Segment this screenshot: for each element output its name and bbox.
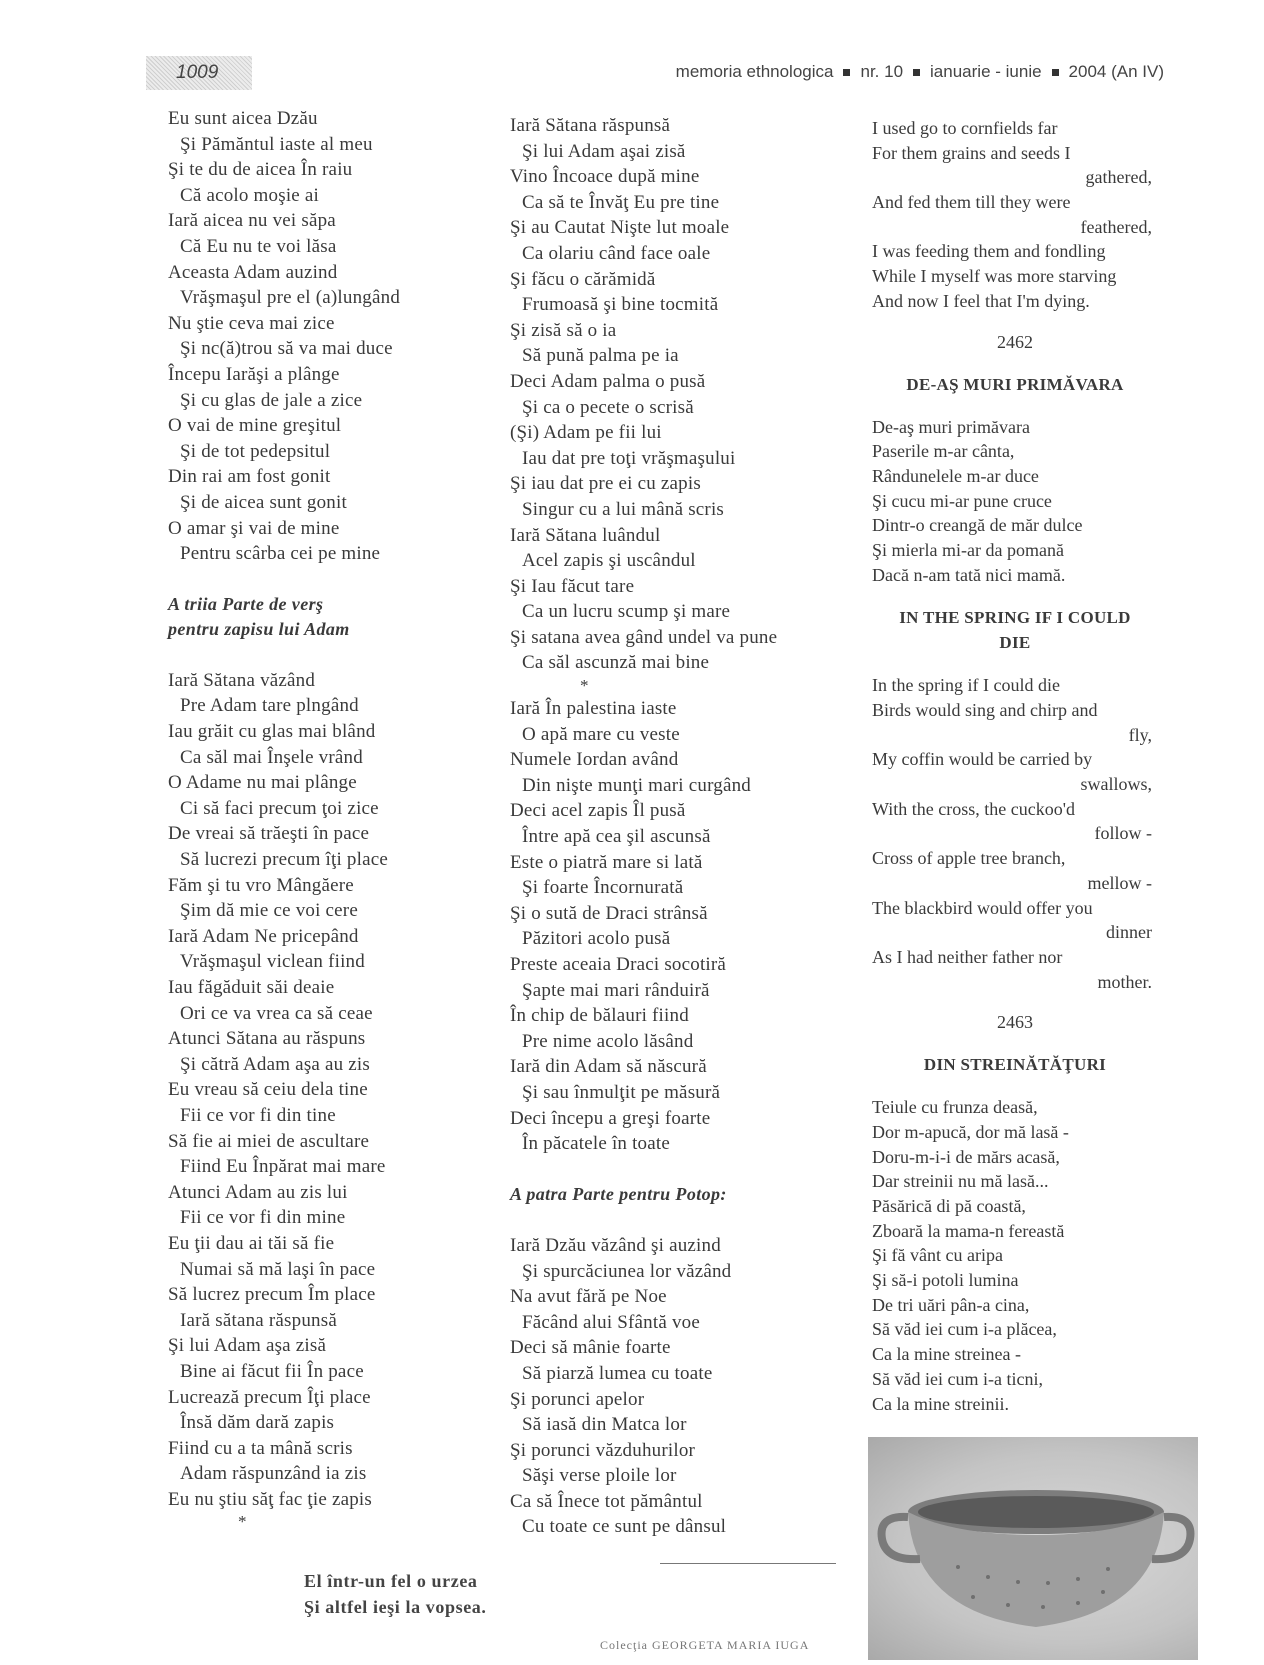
poem-line: De vreai să trăeşti în pace xyxy=(168,823,370,845)
poem-line: Şi de aicea sunt gonit xyxy=(180,491,347,513)
poem-line: feathered, xyxy=(1080,216,1152,237)
poem-line: And now I feel that I'm dying. xyxy=(872,290,1090,311)
poem-line: Şi cu glas de jale a zice xyxy=(180,389,363,411)
poem-line: Vino Încoace după mine xyxy=(510,166,700,188)
poem-line: Lucrează precum Îţi place xyxy=(168,1386,371,1408)
poem-line: Deci acel zapis Îl pusă xyxy=(510,800,686,822)
section-star: * xyxy=(580,676,589,696)
poem-line: Iau dat pre toţi vrăşmaşului xyxy=(522,447,736,469)
poem-line: Na avut fără pe Noe xyxy=(510,1286,667,1308)
poem-line: Iară aicea nu vei săpa xyxy=(168,210,336,232)
poem-line: swallows, xyxy=(1080,774,1152,795)
poem-line: Să lucrez precum Îm place xyxy=(168,1284,376,1306)
poem-line: Ca la mine streinii. xyxy=(872,1393,1009,1414)
poem-line: With the cross, the cuckoo'd xyxy=(872,798,1075,819)
poem-column-2 xyxy=(510,113,840,1540)
poem-line: Şi porunci văzduhurilor xyxy=(510,1439,696,1461)
poem-line: Adam răspunzând ia zis xyxy=(180,1463,367,1485)
poem-line: Din nişte munţi mari curgând xyxy=(522,774,751,796)
poem-line: Şi satana avea gând undel va pune xyxy=(510,626,778,648)
poem-title-line: IN THE SPRING IF I COULD xyxy=(899,608,1131,628)
poem-line: Iau făgăduit săi deaie xyxy=(168,977,335,998)
poem-line: Că Eu nu te voi lăsa xyxy=(180,235,337,257)
poem-line: Între apă cea şil ascunsă xyxy=(522,826,711,848)
poem-line: gathered, xyxy=(1085,167,1152,188)
poem-line: O Adame nu mai plânge xyxy=(168,772,357,794)
poem-line: Deci începu a greşi foarte xyxy=(510,1107,711,1129)
poem-line: Ca un lucru scump şi mare xyxy=(522,601,731,623)
poem-line: Pre nime acolo lăsând xyxy=(522,1030,694,1052)
poem-line: Dor m-apucă, dor mă lasă - xyxy=(872,1121,1069,1142)
poem-line: Ca la mine streinea - xyxy=(872,1344,1021,1365)
poem-line: Şi făcu o cărămidă xyxy=(510,268,656,290)
poem-line: Paserile m-ar cânta, xyxy=(872,441,1015,462)
poem-line: Să văd iei cum i-a ticni, xyxy=(872,1368,1043,1389)
poem-line: For them grains and seeds I xyxy=(872,142,1071,163)
poem-line: Vrăşmaşul pre el (a)lungând xyxy=(180,287,401,309)
poem-line: Să iasă din Matca lor xyxy=(522,1414,687,1436)
section-title-4: A patra Parte pentru Potop: xyxy=(510,1184,727,1205)
poem-line: Şi ca o pecete o scrisă xyxy=(522,396,694,418)
page-number: 1009 xyxy=(146,56,252,90)
poem-line: Iară În palestina iaste xyxy=(510,698,677,720)
separator-square-icon xyxy=(1052,69,1059,76)
poem-column-3 xyxy=(872,116,1158,1416)
poem-line: Rândunelele m-ar duce xyxy=(872,465,1039,486)
poem-line: Şi porunci apelor xyxy=(510,1388,645,1410)
poem-line: mellow - xyxy=(1087,872,1152,893)
poem-line: Singur cu a lui mână scris xyxy=(522,498,725,520)
poem-line: Doru-m-i-i de mărs acasă, xyxy=(872,1146,1060,1167)
poem-line: Şi foarte Încornurată xyxy=(522,877,684,899)
poem-line: De tri uări pân-a cina, xyxy=(872,1294,1030,1315)
poem-line: (Şi) Adam pe fii lui xyxy=(510,422,662,444)
journal-name: memoria ethnologica xyxy=(675,62,834,81)
issue-number: nr. 10 xyxy=(860,62,904,81)
poem-line: As I had neither father nor xyxy=(872,946,1063,967)
poem-line: follow - xyxy=(1094,823,1152,844)
poem-line: Frumoasă şi bine tocmită xyxy=(522,294,719,316)
poem-line: Şi sau înmulţit pe măsură xyxy=(522,1081,721,1103)
poem-line: Făm şi tu vro Mângăere xyxy=(168,874,354,896)
poem-line: Că acolo moşie ai xyxy=(180,184,319,206)
poem-line: Cross of apple tree branch, xyxy=(872,848,1066,869)
poem-line: Să fie ai miei de ascultare xyxy=(168,1130,370,1152)
poem-line: Păsărică di pă coastă, xyxy=(872,1196,1026,1216)
poem-line: Ca olariu când face oale xyxy=(522,242,711,264)
poem-line: Şi lui Adam aşa zisă xyxy=(168,1335,327,1357)
poem-line: Bine ai făcut fii În pace xyxy=(180,1360,364,1382)
poem-line: De-aş muri primăvara xyxy=(872,416,1030,437)
poem-line: Nu ştie ceva mai zice xyxy=(168,312,335,334)
poem-line: Numai să mă laşi în pace xyxy=(180,1258,376,1280)
poem-line: Şi de tot pedepsitul xyxy=(180,440,331,462)
poem-line: În păcatele în toate xyxy=(522,1133,671,1155)
poem-line: Începu Iarăşi a plânge xyxy=(168,363,340,385)
poem-title: DIN STREINĂTĂŢURI xyxy=(923,1055,1107,1075)
poem-line: Iară Sătana răspunsă xyxy=(510,115,671,136)
poem-line: Şi zisă să o ia xyxy=(510,319,617,341)
poem-line: dinner xyxy=(1106,922,1152,943)
poem-line: O vai de mine greşitul xyxy=(168,415,342,437)
poem-line: Făcând alui Sfântă voe xyxy=(522,1311,700,1333)
poem-title: DE-AŞ MURI PRIMĂVARA xyxy=(906,374,1124,394)
poem-line: Ca săl mai Înşele vrând xyxy=(180,746,363,768)
poem-line: Cu toate ce sunt pe dânsul xyxy=(522,1516,727,1538)
poem-line: Teiule cu frunza deasă, xyxy=(872,1097,1038,1118)
poem-line: Eu ţii dau ai tăi să fie xyxy=(168,1232,335,1254)
running-header xyxy=(676,62,1164,82)
poem-line: Să piarză lumea cu toate xyxy=(522,1362,713,1384)
poem-line: Ori ce va vrea ca să ceae xyxy=(180,1002,373,1024)
poem-number: 2463 xyxy=(997,1012,1033,1033)
poem-line: Iară Sătana luândul xyxy=(510,524,661,546)
section-title-line: pentru zapisu lui Adam xyxy=(168,619,350,640)
poem-line: Să văd iei cum i-a plăcea, xyxy=(872,1319,1057,1340)
poem-line: Fiind cu a ta mână scris xyxy=(168,1437,353,1459)
poem-line: Şi cucu mi-ar pune cruce xyxy=(872,490,1052,511)
poem-line: O apă mare cu veste xyxy=(522,723,680,745)
clay-pot-photo xyxy=(868,1437,1198,1660)
poem-line: Şi Iau făcut tare xyxy=(510,575,635,597)
poem-line: Eu nu ştiu săţ fac ţie zapis xyxy=(168,1488,372,1510)
poem-line: Iară Dzău văzând şi auzind xyxy=(510,1234,721,1256)
separator-square-icon xyxy=(843,69,850,76)
poem-line: The blackbird would offer you xyxy=(872,897,1093,918)
poem-line: Ci să faci precum ţoi zice xyxy=(180,797,379,819)
poem-line: Din rai am fost gonit xyxy=(168,466,331,488)
poem-line: Dar streinii nu mă lasă... xyxy=(872,1171,1049,1192)
poem-line: Săşi verse ploile lor xyxy=(522,1465,677,1487)
poem-line: Însă dăm dară zapis xyxy=(180,1412,335,1434)
poem-title xyxy=(872,605,1158,655)
poem-line: Eu sunt aicea Dzău xyxy=(168,108,318,129)
poem-line: fly, xyxy=(1128,724,1152,745)
poem-line: Şi să-i potoli lumina xyxy=(872,1270,1019,1291)
poem-line: Atunci Adam au zis lui xyxy=(168,1181,348,1203)
poem-line: I was feeding them and fondling xyxy=(872,241,1106,262)
poem-line: Şi spurcăciunea lor văzând xyxy=(522,1260,732,1282)
poem-line: Iară din Adam să născură xyxy=(510,1056,707,1078)
poem-line: I used go to cornfields far xyxy=(872,118,1058,138)
poem-line: Şi iau dat pre ei cu zapis xyxy=(510,473,701,495)
poem-line: Şi lui Adam aşai zisă xyxy=(522,140,686,162)
poem-line: Birds would sing and chirp and xyxy=(872,700,1098,720)
poem-line: Şapte mai mari rânduiră xyxy=(522,979,710,1001)
poem-line: Iară Sătana văzând xyxy=(168,669,316,691)
section-star: * xyxy=(238,1512,247,1532)
poem-number: 2462 xyxy=(997,331,1033,352)
poem-line: In the spring if I could die xyxy=(872,675,1060,696)
poem-line: Să pună palma pe ia xyxy=(522,345,679,367)
poem-line: Şi fă vânt cu aripa xyxy=(872,1245,1003,1266)
poem-line: Dintr-o creangă de măr dulce xyxy=(872,515,1083,536)
poem-line: Şi au Cautat Nişte lut moale xyxy=(510,217,730,239)
poem-line: Fii ce vor fi din mine xyxy=(180,1207,346,1229)
poem-line: Pre Adam tare plngând xyxy=(180,695,359,717)
poem-line: Şi mierla mi-ar da pomană xyxy=(872,539,1064,560)
poem-line: Şi cătră Adam aşa au zis xyxy=(180,1053,370,1075)
poem-line: Aceasta Adam auzind xyxy=(168,261,338,283)
section-title-line: A triia Parte de verş xyxy=(168,594,324,615)
poem-line: Pentru scârba cei pe mine xyxy=(180,543,381,565)
poem-line: Iară sătana răspunsă xyxy=(180,1309,337,1331)
poem-line: Dacă n-am tată nici mamă. xyxy=(872,564,1066,585)
poem-line: Şi Pămăntul iaste al meu xyxy=(180,133,373,155)
poem-line: Zboară la mama-n fereastă xyxy=(872,1220,1065,1241)
poem-title-line: DIE xyxy=(999,633,1031,653)
issue-year: 2004 (An IV) xyxy=(1068,62,1164,81)
poem-line: Şi te du de aicea În raiu xyxy=(168,159,353,181)
poem-line: Ca să te Învăţ Eu pre tine xyxy=(522,191,720,213)
poem-line: Iau grăit cu glas mai blând xyxy=(168,721,376,743)
poem-line: Acel zapis şi uscândul xyxy=(522,550,696,572)
poem-line: Eu vreau să ceiu dela tine xyxy=(168,1079,368,1101)
poem-column-1 xyxy=(168,106,488,1532)
poem-line: Şim dă mie ce voi cere xyxy=(180,900,358,922)
separator-square-icon xyxy=(913,69,920,76)
poem-line: While I myself was more starving xyxy=(872,266,1117,287)
poem-line: Ca să Înece tot pământul xyxy=(510,1490,703,1512)
issue-period: ianuarie - iunie xyxy=(930,62,1042,81)
photo-credit: Colecţia GEORGETA MARIA IUGA xyxy=(600,1638,810,1652)
closing-line: Şi altfel ieşi la vopsea. xyxy=(304,1597,487,1617)
poem-line: În chip de bălauri fiind xyxy=(510,1005,689,1027)
closing-line: El într-un fel o urzea xyxy=(304,1571,478,1591)
section-title-3 xyxy=(168,592,488,642)
poem-line: Este o piatră mare si lată xyxy=(510,851,703,873)
poem-line: O amar şi vai de mine xyxy=(168,517,340,539)
poem-line: Fii ce vor fi din tine xyxy=(180,1104,336,1126)
poem-line: Ca săl ascunză mai bine xyxy=(522,652,710,674)
poem-line: Şi nc(ă)trou să va mai duce xyxy=(180,338,393,360)
poem-line: Deci să mânie foarte xyxy=(510,1337,671,1359)
poem-line: Şi o sută de Draci strânsă xyxy=(510,902,708,924)
poem-line: Atunci Sătana au răspuns xyxy=(168,1028,366,1050)
poem-line: Preste aceaia Draci socotiră xyxy=(510,954,727,975)
poem-line: Păzitori acolo pusă xyxy=(522,928,671,950)
poem-line: My coffin would be carried by xyxy=(872,749,1093,770)
poem-line: Vrăşmaşul viclean fiind xyxy=(180,951,365,973)
closing-couplet xyxy=(304,1568,487,1620)
poem-line: Să lucrezi precum îţi place xyxy=(180,849,388,871)
poem-line: Numele Iordan având xyxy=(510,749,679,771)
poem-line: mother. xyxy=(1097,971,1152,992)
poem-line: And fed them till they were xyxy=(872,192,1071,213)
poem-line: Fiind Eu Înpărat mai mare xyxy=(180,1156,386,1178)
poem-line: Deci Adam palma o pusă xyxy=(510,370,706,392)
poem-line: Iară Adam Ne pricepând xyxy=(168,925,359,947)
clay-pot-icon xyxy=(868,1437,1198,1660)
divider-line xyxy=(660,1563,836,1564)
